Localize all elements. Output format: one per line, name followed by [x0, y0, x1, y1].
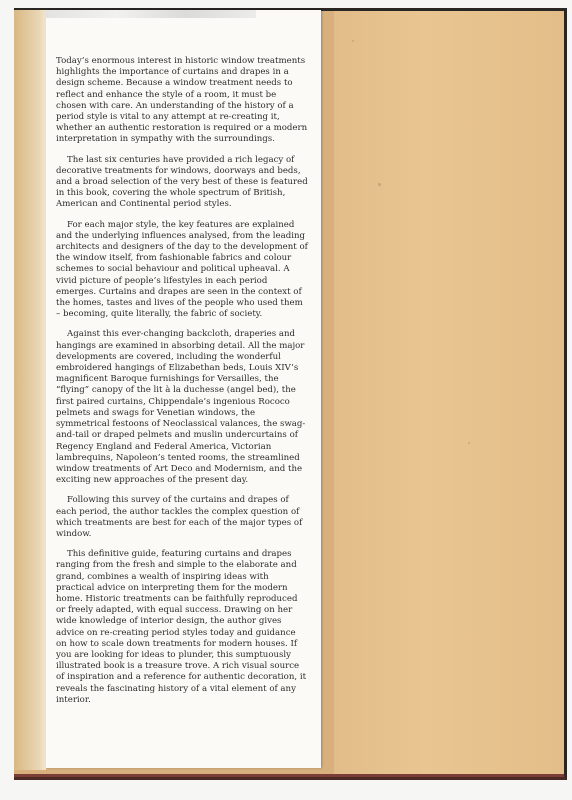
flap-paragraph: Following this survey of the curtains and drapes of each period, the author tackles the complex question of which treatments are best for each of the major types of window.	[56, 495, 303, 539]
dust-speck	[468, 442, 470, 444]
flap-text-column	[56, 56, 308, 715]
flap-top-edge	[46, 10, 256, 18]
flap-paragraph: Against this ever-changing backcloth, draperies and hangings are examined in absorbing detail. All the major developments are covered, including the wonderful embroidered hangings of Elizabethan beds, Louis XIV’s magnificent Baroque furnishings for Versailles, the “flying” canopy of the lit à la duchesse (angel bed), the first paired curtains, Chippendale’s ingenious Rococo pelmets and swags for Venetian windows, the symmetrical festoons of Neoclassical valances, the swag-and-tail or draped pelmets and muslin undercurtains of Regency England and Federal America, Victorian lambrequins, Napoleon’s tented rooms, the streamlined window treatments of Art Deco and Modernism, and the exciting new approaches of the present day.	[56, 329, 306, 486]
flap-paragraph: This definitive guide, featuring curtains and drapes ranging from the fresh and simple to the elaborate and grand, combines a wealth of inspiring ideas with practical advice on interpreting them for the modern home. Historic treatments can be faithfully reproduced or freely adapted, with equal success. Drawing on her wide knowledge of interior design, the author gives advice on re-creating period styles today and guidance on how to scale down treatments for modern houses. If you are looking for ideas to plunder, this sumptuously illustrated book is a treasure trove. A rich visual source of inspiration and a reference for authentic decoration, it reveals the fascinating history of a vital element of any interior.	[56, 549, 307, 705]
spine-strip	[14, 10, 46, 770]
flap-paragraph: The last six centuries have provided a rich legacy of decorative treatments for windows, doorways and beds, and a broad selection of the very best of these is featured in this book, covering the whole spectrum of British, American and Continental period styles.	[56, 154, 308, 210]
flap-paragraph: Today’s enormous interest in historic window treatments highlights the importance of curtains and drapes in a design scheme. Because a window treatment needs to reflect and enhance the style of a room, it must be chosen with care. An understanding of the history of a period style is vital to any attempt at re-creating it, whether an authentic restoration is required or a modern interpretation in sympathy with the surroundings.	[56, 56, 308, 145]
flap-paragraph: For each major style, the key features are explained and the underlying influences analysed, from the leading architects and designers of the day to the development of the window itself, from fashionable fabrics and colour schemes to social behaviour and political upheaval. A vivid picture of people’s lifestyles in each period emerges. Curtains and drapes are seen in the context of the homes, tastes and lives of the people who used them – becoming, quite literally, the fabric of society.	[56, 219, 308, 320]
dust-jacket-flap	[46, 10, 321, 768]
cover-panel	[334, 11, 564, 774]
board-bottom-edge	[14, 774, 564, 777]
dust-speck	[378, 183, 381, 186]
dust-speck	[352, 40, 354, 42]
